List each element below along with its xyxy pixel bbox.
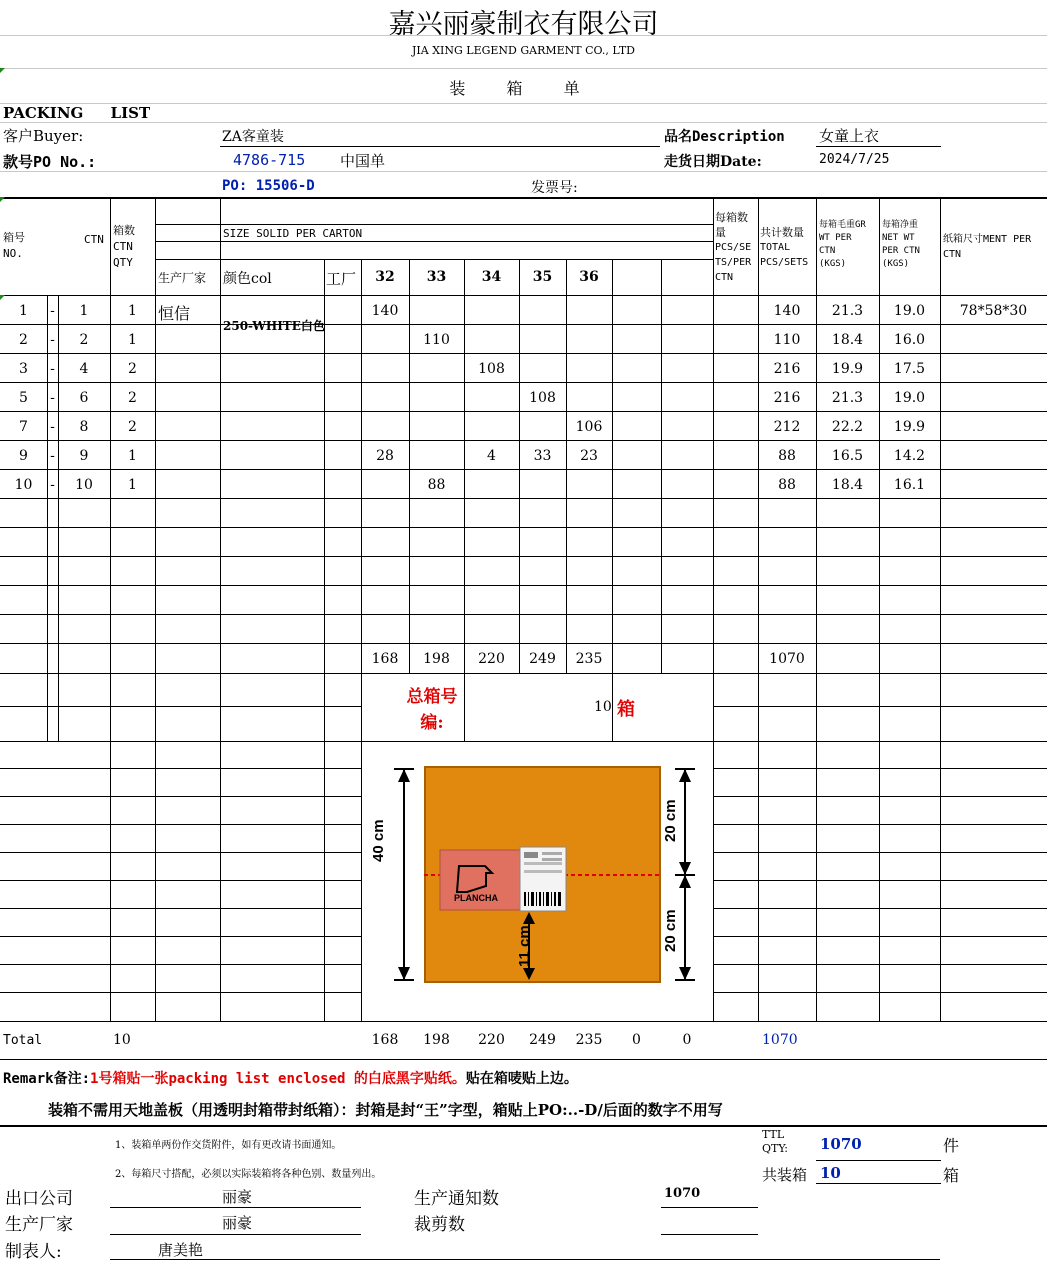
remark-label: Remark备注:	[3, 1071, 91, 1087]
factory-value: 丽豪	[222, 1214, 253, 1232]
ctn-total-unit: 箱	[943, 1166, 960, 1185]
row-dash: -	[50, 332, 55, 348]
carton-diagram	[362, 742, 713, 998]
row-carton-to: 10	[75, 477, 93, 493]
ttl-unit: 件	[943, 1136, 960, 1155]
row-size-32: 28	[376, 448, 394, 464]
buyer-value: ZA客童装	[222, 129, 284, 145]
col-size-34: 34	[481, 269, 502, 285]
subtotal-32: 168	[371, 651, 399, 667]
row-total: 110	[773, 332, 801, 348]
note-2: 2、每箱尺寸搭配，必须以实际装箱将各种色别、数量列出。	[115, 1169, 382, 1180]
row-total: 216	[773, 361, 801, 377]
row-net-wt: 16.1	[893, 477, 926, 493]
note-1: 1、装箱单两份作交货附件，如有更改请书面通知。	[115, 1140, 342, 1151]
factory-label: 生产厂家	[5, 1215, 73, 1235]
row-size-36: 23	[580, 448, 598, 464]
invoice-label: 发票号:	[531, 180, 578, 196]
row-carton-to: 1	[79, 303, 89, 319]
carton-label-20-bottom: 20 cm	[662, 909, 679, 952]
row-carton-from: 7	[19, 419, 28, 435]
row-ctn-qty: 1	[128, 303, 137, 319]
row-total: 212	[773, 419, 801, 435]
row-carton-from: 1	[19, 303, 28, 319]
carton-label-40: 40 cm	[370, 819, 387, 862]
subtotal-34: 220	[478, 651, 505, 667]
carton-label-20-top: 20 cm	[662, 799, 679, 842]
row-gross-wt: 21.3	[831, 303, 864, 319]
carton-label-11: 11 cm	[516, 925, 533, 967]
row-net-wt: 16.0	[893, 332, 926, 348]
col-measurement: 纸箱尺寸MENT PER CTN	[943, 234, 1032, 260]
row-carton-to: 4	[79, 361, 89, 377]
remark-red: 1号箱贴一张packing list enclosed 的白底黑字贴纸。	[90, 1071, 466, 1087]
doc-title-en: PACKING LIST	[3, 104, 151, 122]
po-number: PO: 15506-D	[222, 178, 315, 194]
row-ctn-qty: 2	[128, 361, 137, 377]
box-count-unit: 箱	[617, 699, 635, 720]
ctn-total-label: 共装箱	[762, 1166, 808, 1184]
remark-black: 贴在箱唛贴上边。	[465, 1071, 578, 1087]
exporter-value: 丽豪	[222, 1188, 253, 1206]
notice-label: 生产通知数	[414, 1189, 499, 1209]
subtotal-33: 198	[423, 651, 450, 667]
notice-value: 1070	[664, 1186, 701, 1201]
row-dash: -	[50, 477, 55, 493]
row-net-wt: 19.0	[893, 303, 926, 319]
subtotal-35: 249	[529, 651, 556, 667]
row-carton-to: 6	[79, 390, 89, 406]
row-carton-to: 8	[79, 419, 89, 435]
total-36: 235	[575, 1032, 603, 1048]
row-factory: 恒信	[158, 304, 191, 323]
row-dash: -	[50, 390, 55, 406]
subtotal-total: 1070	[769, 651, 805, 667]
col-ctn: CTN	[84, 233, 104, 246]
row-dash: -	[50, 303, 55, 319]
col-size-33: 33	[426, 269, 447, 285]
row-dash: -	[50, 448, 55, 464]
row-carton-from: 2	[19, 332, 28, 348]
row-ctn-qty: 2	[128, 390, 137, 406]
description-value: 女童上衣	[819, 127, 880, 145]
col-size-35: 35	[532, 269, 553, 285]
total-col-extra-1: 0	[632, 1032, 641, 1048]
row-net-wt: 17.5	[893, 361, 926, 377]
row-ctn-qty: 1	[128, 332, 137, 348]
row-gross-wt: 16.5	[831, 448, 864, 464]
row-gross-wt: 18.4	[831, 332, 864, 348]
row-gross-wt: 18.4	[831, 477, 864, 493]
exporter-label: 出口公司	[5, 1189, 73, 1209]
ctn-total-value: 10	[820, 1164, 841, 1182]
row-total: 216	[773, 390, 801, 406]
row-carton-from: 3	[19, 361, 28, 377]
total-34: 220	[478, 1032, 505, 1048]
cut-label: 裁剪数	[414, 1215, 465, 1235]
date-label: 走货日期Date:	[664, 154, 762, 170]
company-name-en: JIA XING LEGEND GARMENT CO., LTD	[412, 44, 635, 57]
row-carton-to: 2	[79, 332, 89, 348]
row-color: 250-WHITE白色	[223, 319, 325, 333]
col-total-pcs: 共计数量 TOTAL PCS/SETS	[760, 226, 809, 268]
row-size-36: 106	[575, 419, 603, 435]
box-count-value: 10	[594, 699, 612, 715]
total-32: 168	[371, 1032, 399, 1048]
row-ctn-qty: 2	[128, 419, 137, 435]
row-ctn-qty: 1	[128, 448, 137, 464]
total-ctn: 10	[113, 1032, 131, 1048]
row-net-wt: 14.2	[893, 448, 926, 464]
row-size-33: 110	[423, 332, 450, 348]
subtotal-36: 235	[575, 651, 603, 667]
col-pcs-per-ctn: 每箱数 量 PCS/SE TS/PER CTN	[715, 211, 752, 283]
col-net-wt: 每箱净重 NET WT PER CTN (KGS)	[882, 220, 920, 269]
row-net-wt: 19.9	[893, 419, 926, 435]
col-size-32: 32	[375, 269, 395, 285]
po-note: 中国单	[340, 152, 386, 170]
doc-title: 装 箱 单	[449, 79, 598, 98]
row-total: 88	[778, 448, 796, 464]
row-ctn-qty: 1	[128, 477, 137, 493]
col-carton-no: 箱号 NO.	[3, 231, 25, 260]
po-value: 4786-715	[233, 151, 306, 169]
company-name-cn: 嘉兴丽豪制衣有限公司	[388, 9, 659, 40]
remark-line-1	[3, 1068, 578, 1088]
maker-value: 唐美艳	[158, 1241, 204, 1259]
row-dash: -	[50, 419, 55, 435]
row-carton-from: 10	[14, 477, 33, 493]
row-gross-wt: 19.9	[831, 361, 864, 377]
row-gross-wt: 22.2	[831, 419, 864, 435]
total-33: 198	[423, 1032, 450, 1048]
col-gross-wt: 每箱毛重GR WT PER CTN (KGS)	[819, 220, 866, 269]
row-size-34: 4	[487, 448, 496, 464]
row-carton-from: 5	[19, 390, 28, 406]
total-col-extra-2: 0	[682, 1032, 692, 1048]
row-size-35: 33	[533, 448, 552, 464]
total-pcs: 1070	[762, 1032, 798, 1048]
carton-brand: PLANCHA	[454, 893, 498, 903]
ttl-label: TTL QTY:	[762, 1128, 788, 1155]
row-total: 88	[778, 477, 796, 493]
row-size-34: 108	[478, 361, 505, 377]
total-35: 249	[529, 1032, 556, 1048]
box-count-label: 总箱号 编:	[406, 687, 458, 733]
row-total: 140	[773, 303, 801, 319]
description-label: 品名Description	[664, 129, 785, 145]
col-factory: 生产厂家	[158, 271, 207, 285]
row-net-wt: 19.0	[893, 390, 926, 406]
row-gross-wt: 21.3	[831, 390, 864, 406]
row-carton-from: 9	[19, 448, 28, 464]
ttl-value: 1070	[820, 1135, 862, 1153]
col-color: 颜色col	[223, 271, 272, 287]
row-size-33: 88	[427, 477, 446, 493]
maker-label: 制表人:	[5, 1242, 62, 1262]
total-label: Total	[3, 1033, 43, 1048]
col-size-solid: SIZE SOLID PER CARTON	[223, 227, 363, 240]
row-carton-to: 9	[79, 448, 89, 464]
row-size-35: 108	[529, 390, 556, 406]
buyer-label: 客户Buyer:	[3, 127, 84, 145]
col-size-36: 36	[579, 269, 599, 285]
row-size-32: 140	[371, 303, 399, 319]
row-dash: -	[50, 361, 55, 377]
row-measurement: 78*58*30	[959, 303, 1028, 319]
col-ctn-qty: 箱数 CTN QTY	[113, 224, 135, 269]
col-workshop: 工厂	[326, 270, 357, 288]
date-value: 2024/7/25	[819, 152, 890, 167]
po-label: 款号PO No.:	[3, 153, 97, 171]
remark-line-2: 装箱不需用天地盖板（用透明封箱带封纸箱）：封箱是封“王”字型，箱贴上PO:..-D/后面的数字不用写	[48, 1101, 723, 1119]
